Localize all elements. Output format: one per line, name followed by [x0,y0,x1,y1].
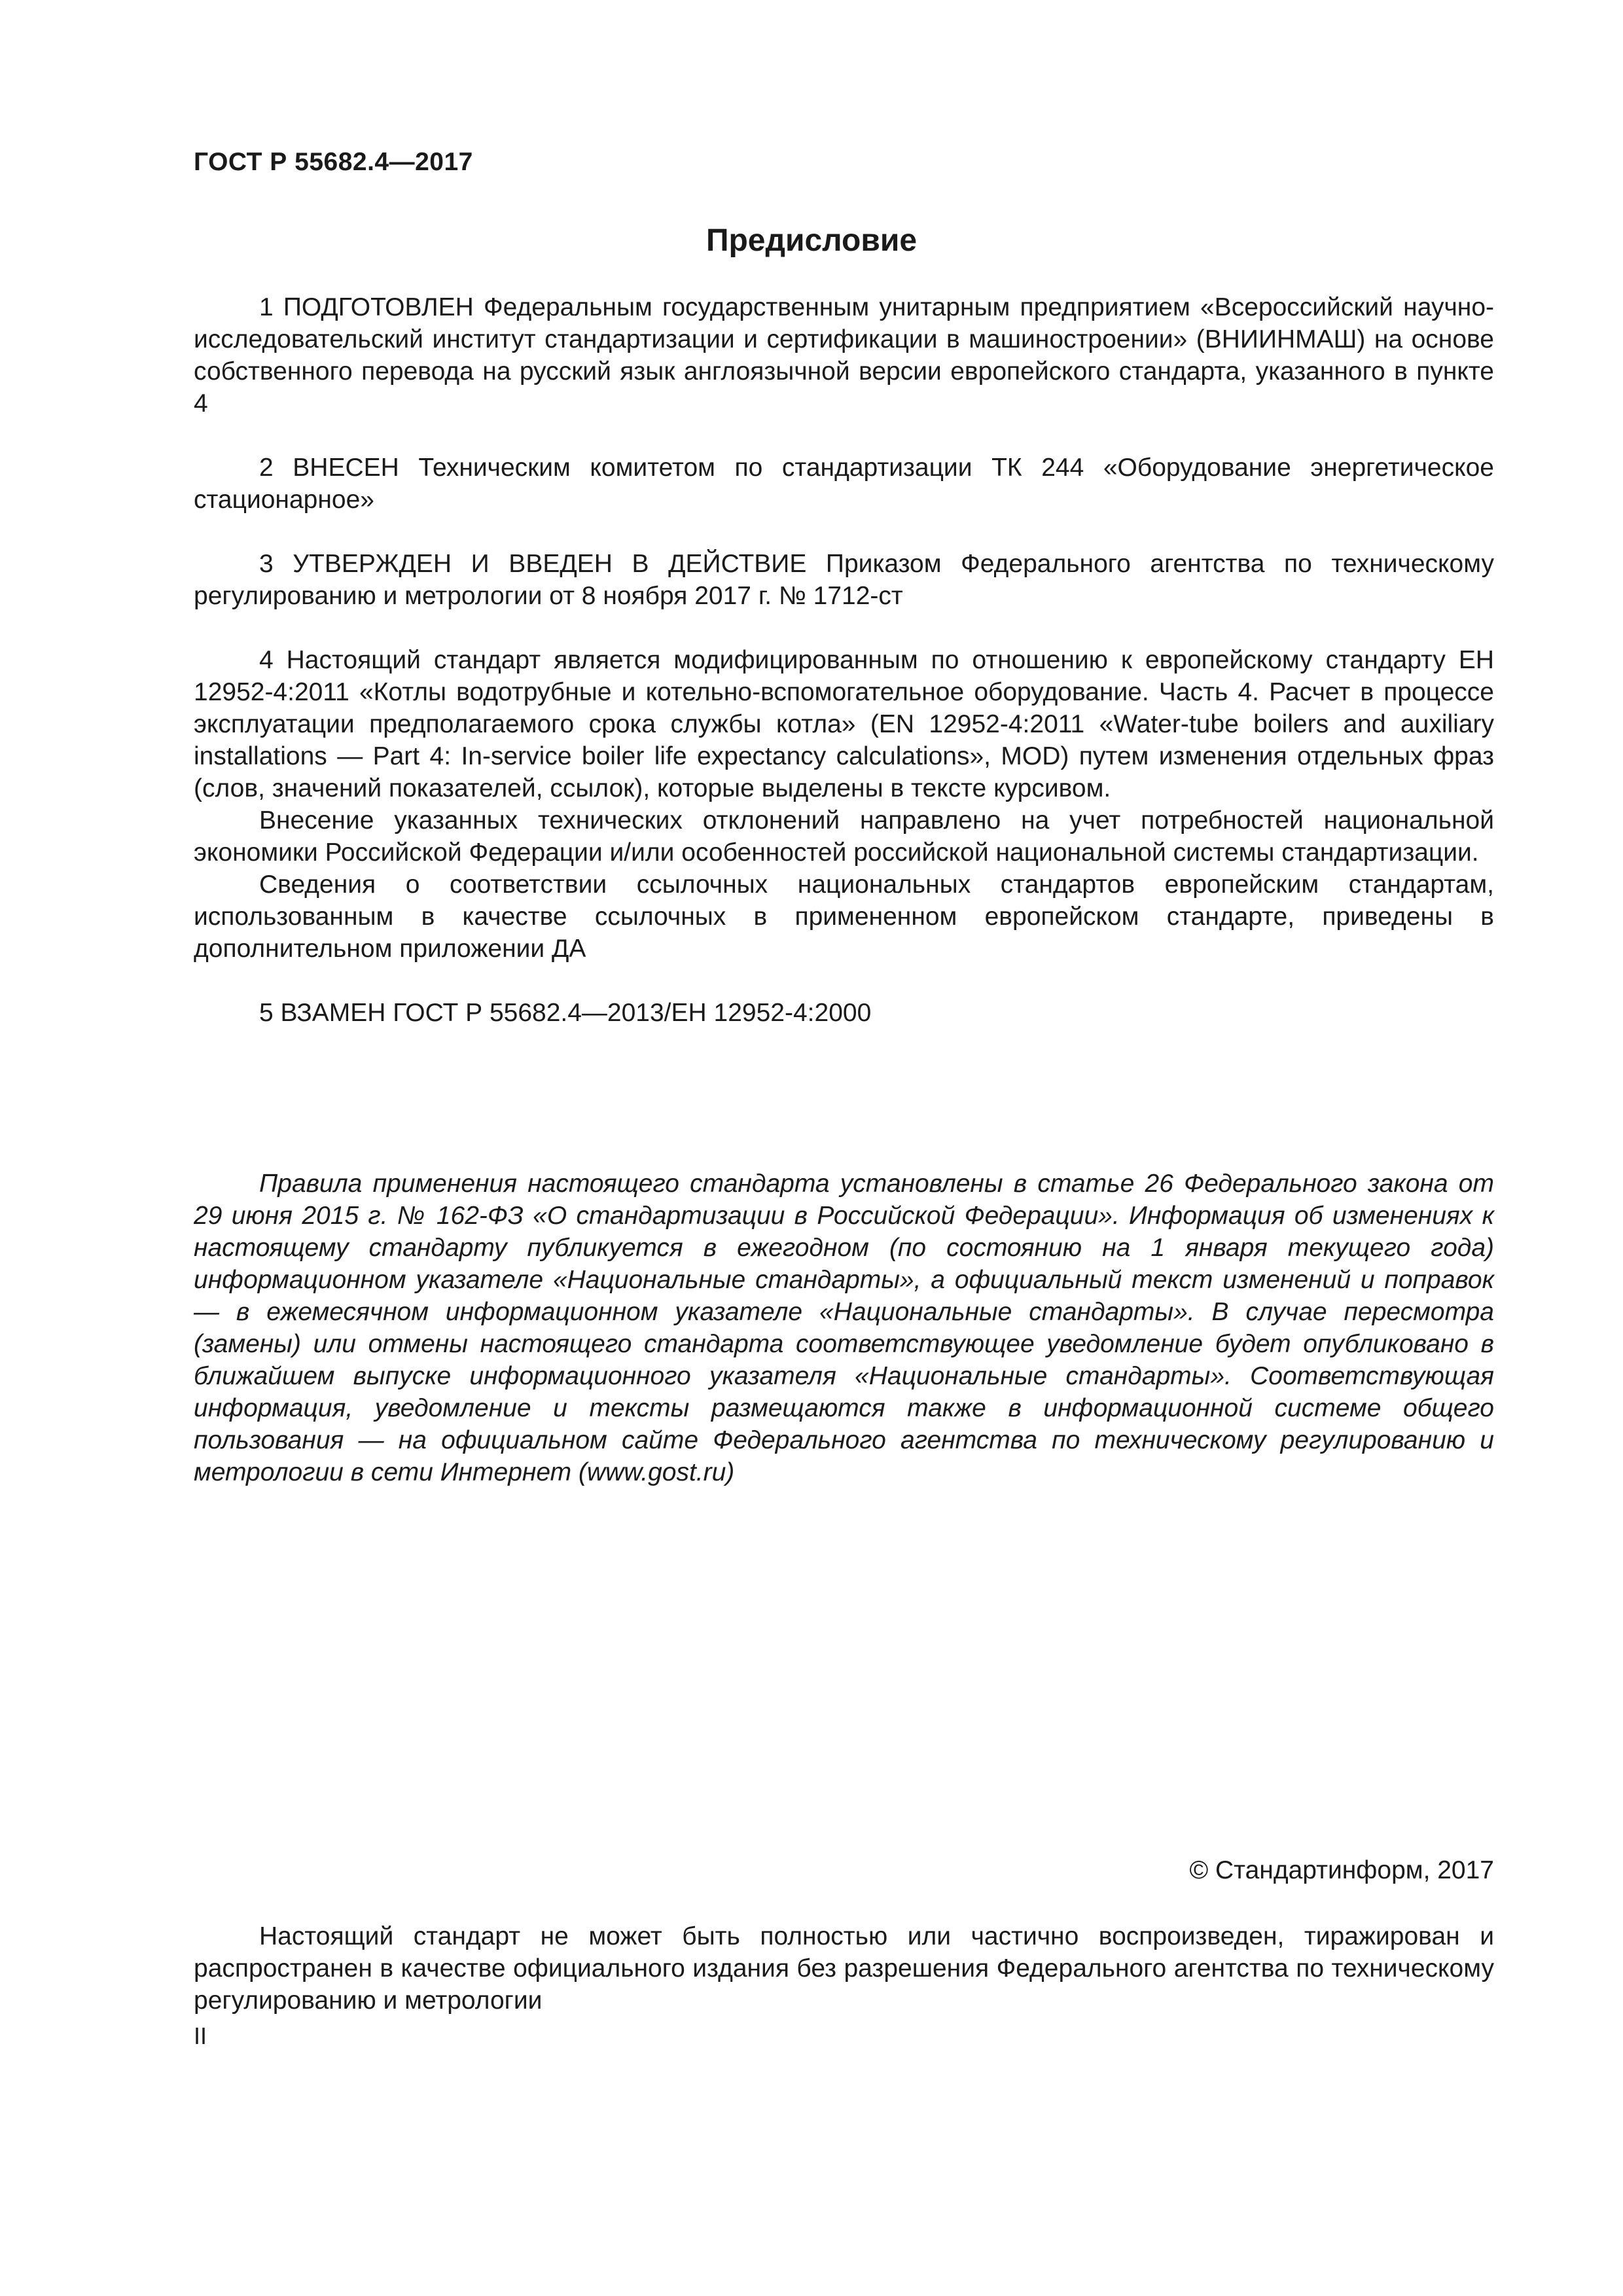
paragraph-approved: 3 УТВЕРЖДЕН И ВВЕДЕН В ДЕЙСТВИЕ Приказом Федерального агентства по техническому регулированию и метрологии от 8 ноября 2017 г. № 1712-ст [194,550,1494,610]
paragraph-prepared-by: 1 ПОДГОТОВЛЕН Федеральным государственным унитарным предприятием «Всероссийский научно-исследовательский институт стандартизации и сертификации в машиностроении» (ВНИИНМАШ) на основе собственного перевода на русский язык англоязычной версии европейского стандарта, указанного в пункте 4 [194,293,1494,418]
paragraph-modification: 4 Настоящий стандарт является модифицированным по отношению к европейскому стандарту ЕН 12952-4:2011 «Котлы водотрубные и котельно-вспомогательное оборудование. Часть 4. Расчет в процессе эксплуатации предполагаемого срока службы котла» (EN 12952-4:2011 «Water-tube boilers and auxiliary installations — Part 4: In-service boiler life expectancy calculations», MOD) путем изменения отдельных фраз (слов, значений показателей, ссылок), которые выделены в тексте курсивом. [194,646,1494,802]
reproduction-text: Настоящий стандарт не может быть полностью или частично воспроизведен, тиражирован и распространен в качестве официального издания без разрешения Федерального агентства по техническому регулированию и метрологии [194,1922,1494,2015]
paragraph-introduced-by: 2 ВНЕСЕН Техническим комитетом по стандартизации ТК 244 «Оборудование энергетическое стационарное» [194,454,1494,514]
application-rules-notice [194,1168,1494,1488]
foreword-body [194,291,1494,1029]
running-header-standard-id: ГОСТ Р 55682.4—2017 [194,148,473,176]
paragraph-replaces: 5 ВЗАМЕН ГОСТ Р 55682.4—2013/ЕН 12952-4:2000 [259,999,872,1027]
page-title: Предисловие [705,223,918,258]
reproduction-notice [194,1920,1494,2017]
notice-text: Правила применения настоящего стандарта установлены в статье 26 Федерального закона от 29 июня 2015 г. № 162-ФЗ «О стандартизации в Российской Федерации». Информация об изменениях к настоящему стандарту публикуется в ежегодном (по состоянию на 1 января текущего года) информационном указателе «Национальные стандарты», а официальный текст изменений и поправок — в ежемесячном информационном указателе «Национальные стандарты». В случае пересмотра (замены) или отмены настоящего стандарта соответствующее уведомление будет опубликовано в ближайшем выпуске информационного указателя «Национальные стандарты». Соответствующая информация, уведомление и тексты размещаются также в информационной системе общего пользования — на официальном сайте Федерального агентства по техническому регулированию и метрологии в сети Интернет (www.gost.ru) [194,1170,1494,1486]
page-number: II [194,2022,207,2049]
paragraph-references: Сведения о соответствии ссылочных национальных стандартов европейским стандартам, использованным в качестве ссылочных в примененном европейском стандарте, приведены в дополнительном приложении ДА [194,870,1494,963]
paragraph-deviations: Внесение указанных технических отклонений направлено на учет потребностей национальной экономики Российской Федерации и/или особенностей российской национальной системы стандартизации. [194,806,1494,867]
copyright-line: © Стандартинформ, 2017 [1189,1856,1494,1884]
